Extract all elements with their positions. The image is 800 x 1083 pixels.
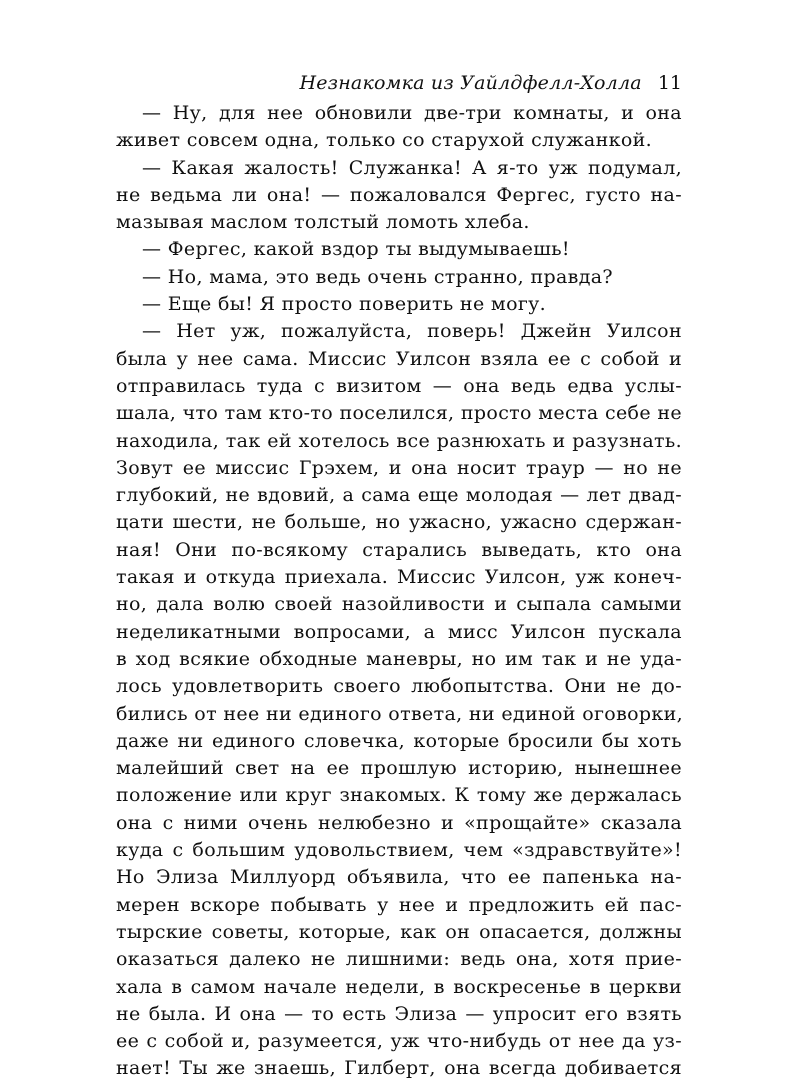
text-line: живет совсем одна, только со старухой служанкой.	[116, 129, 653, 152]
text-line: такая и откуда приехала. Миссис Уилсон, уж конеч-	[116, 566, 682, 589]
text-line: в ход всякие обходные маневры, но им так и не уда-	[116, 647, 682, 670]
book-title: Незнакомка из Уайлдфелл-Холла	[299, 72, 642, 94]
text-line: она с ними очень нелюбезно и «прощайте» сказала	[116, 811, 682, 834]
text-line: отправилась туда с визитом — она ведь едва услы-	[116, 374, 682, 397]
text-line: не была. И она — то есть Элиза — упросит его взять	[116, 1002, 682, 1025]
text-line: шала, что там кто-то поселился, просто места себе не	[116, 402, 682, 425]
text-line: — Ну, для нее обновили две-три комнаты, и она	[142, 102, 682, 124]
text-line: но, дала волю своей назойливости и сыпала самыми	[116, 593, 682, 616]
text-line: ее с собой и, разумеется, уж что-нибудь от нее да уз-	[116, 1030, 682, 1053]
text-line: — Какая жалость! Служанка! А я-то уж подумал,	[142, 156, 682, 179]
text-line: цати шести, не больше, но ужасно, ужасно сдержан-	[116, 511, 682, 534]
page-number: 11	[657, 72, 682, 94]
book-page	[116, 70, 684, 1080]
text-line: даже ни единого словечка, которые бросили бы хоть	[116, 729, 682, 752]
text-line: лось удовлетворить своего любопытства. Они не до-	[116, 675, 682, 698]
text-line: — Фергес, какой вздор ты выдумываешь!	[142, 238, 570, 261]
text-line: положение или круг знакомых. К тому же держалась	[116, 784, 682, 807]
text-line: — Но, мама, это ведь очень странно, правда?	[142, 265, 613, 288]
text-line: мерен вскоре побывать у нее и предложить ей пас-	[116, 893, 682, 916]
text-line: малейший свет на ее прошлую историю, нынешнее	[116, 757, 682, 780]
text-line: была у нее сама. Миссис Уилсон взяла ее с собой и	[116, 347, 682, 370]
text-line: нает! Ты же знаешь, Гилберт, она всегда добивается	[116, 1057, 682, 1080]
text-line: куда с большим удовольствием, чем «здравствуйте»!	[116, 839, 682, 862]
body-text	[116, 100, 682, 1083]
text-line: находила, так ей хотелось все разнюхать и разузнать.	[116, 429, 682, 452]
text-line: глубокий, не вдовий, а сама еще молодая — лет двад-	[116, 484, 682, 507]
text-line: Зовут ее миссис Грэхем, и она носит траур — но не	[116, 456, 682, 479]
text-line: бились от нее ни единого ответа, ни единой оговорки,	[116, 702, 684, 725]
text-line: не ведьма ли она! — пожаловался Фергес, густо на-	[116, 183, 682, 206]
text-line: тырские советы, которые, как он опасается, должны	[116, 920, 682, 943]
running-head	[116, 70, 682, 96]
text-line: — Еще бы! Я просто поверить не могу.	[142, 293, 547, 316]
text-line: Но Элиза Миллуорд объявила, что ее папенька на-	[116, 866, 682, 889]
text-line: хала в самом начале недели, в воскресенье в церкви	[116, 975, 682, 998]
text-line: — Нет уж, пожалуйста, поверь! Джейн Уилсон	[142, 320, 682, 343]
text-line: ная! Они по-всякому старались выведать, кто она	[116, 538, 682, 561]
text-line: оказаться далеко не лишними: ведь она, хотя прие-	[116, 948, 682, 971]
text-line: неделикатными вопросами, а мисс Уилсон пускала	[116, 620, 682, 643]
text-line: мазывая маслом толстый ломоть хлеба.	[116, 211, 530, 234]
